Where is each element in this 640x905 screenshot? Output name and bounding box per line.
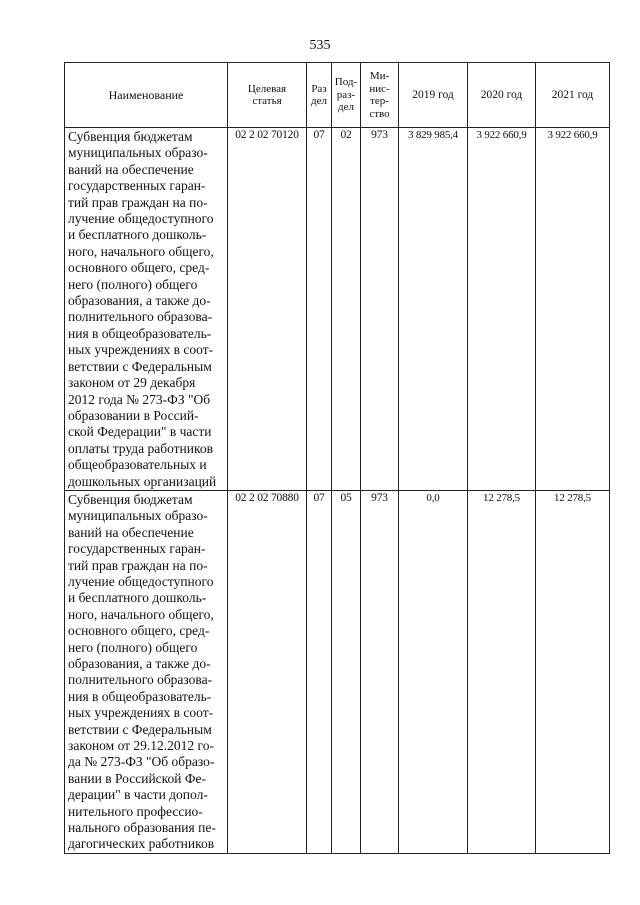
- header-ministry-line: ство: [369, 107, 390, 120]
- name-line: дерации" в части допол-: [68, 787, 208, 803]
- row-name-cell: [65, 128, 228, 491]
- name-line: образования, а также до-: [68, 293, 211, 309]
- name-line: образования, а также до-: [68, 656, 211, 671]
- header-year-2020: 2020 год: [468, 63, 536, 128]
- name-line: муниципальных образо-: [68, 508, 208, 524]
- header-year-2019: 2019 год: [399, 63, 468, 128]
- name-line: да № 273-ФЗ "Об образо-: [68, 754, 215, 770]
- table-row: [65, 128, 610, 491]
- name-line: основного общего, сред-: [68, 623, 210, 639]
- name-line: государственных гаран-: [68, 541, 206, 557]
- name-line: него (полного) общего: [68, 276, 198, 292]
- name-line: ных учреждениях в соот-: [68, 705, 214, 721]
- amount-2019-cell: 0,0: [399, 490, 468, 853]
- header-ministry: [361, 63, 399, 128]
- name-line: муниципальных образо-: [68, 145, 208, 161]
- section-cell: 07: [307, 128, 332, 491]
- header-section-line: Раз: [311, 82, 327, 95]
- name-line: нального образования пе-: [68, 820, 216, 836]
- header-target-article-line: Целевая: [247, 82, 287, 95]
- header-ministry-line: Ми-: [369, 70, 390, 82]
- name-line: ного, начального общего,: [68, 606, 214, 622]
- header-section: [307, 63, 332, 128]
- name-line: основного общего, сред-: [68, 260, 210, 276]
- header-ministry-line: тер-: [370, 95, 389, 107]
- amount-2021-cell: 3 922 660,9: [536, 128, 610, 491]
- name-line: ветствии с Федеральным: [68, 721, 212, 737]
- header-ministry-line: нис-: [369, 82, 390, 95]
- header-year-2021: 2021 год: [536, 63, 610, 128]
- ministry-cell: 973: [361, 128, 399, 491]
- name-line: вании в Российской Фе-: [68, 770, 207, 786]
- name-line: законом от 29 декабря: [68, 375, 196, 391]
- name-line: ваний на обеспечение: [68, 161, 194, 177]
- amount-2021-cell: 12 278,5: [536, 490, 610, 853]
- name-line: общеобразовательных и: [68, 457, 207, 473]
- name-line: и бесплатного дошколь-: [68, 590, 207, 606]
- section-cell: 07: [307, 490, 332, 853]
- name-line: ния в общеобразователь-: [68, 688, 212, 704]
- target-article-cell: 02 2 02 70120: [228, 128, 307, 491]
- header-section-line: дел: [311, 95, 327, 107]
- table-row: [65, 490, 610, 853]
- name-line: дагогических работников: [68, 836, 215, 852]
- name-line: тий прав граждан на по-: [68, 194, 208, 210]
- name-line: 2012 года № 273-ФЗ "Об: [68, 391, 211, 407]
- budget-table: [64, 62, 610, 854]
- subsection-cell: 05: [332, 490, 361, 853]
- name-line: полнительного образова-: [68, 672, 213, 688]
- name-line: законом от 29.12.2012 го-: [68, 738, 215, 754]
- header-subsection-line: раз-: [336, 88, 356, 101]
- page-number: 535: [309, 38, 331, 53]
- name-line: полнительного образова-: [68, 309, 213, 325]
- name-line: ного, начального общего,: [68, 243, 214, 259]
- name-line: него (полного) общего: [68, 639, 198, 655]
- name-line: государственных гаран-: [68, 178, 206, 194]
- name-line: лучение общедоступного: [68, 211, 214, 227]
- amount-2019-cell: 3 829 985,4: [399, 128, 468, 491]
- row-name-cell: [65, 490, 228, 853]
- ministry-cell: 973: [361, 490, 399, 853]
- name-line: ской Федерации" в части: [68, 424, 212, 440]
- amount-2020-cell: 3 922 660,9: [468, 128, 536, 491]
- header-row: [65, 63, 610, 128]
- name-line: образовании в Россий-: [68, 407, 199, 423]
- name-line: дошкольных организаций: [68, 473, 217, 489]
- header-subsection-line: дел: [338, 101, 354, 114]
- name-line: Субвенция бюджетам: [68, 491, 193, 507]
- subsection-cell: 02: [332, 128, 361, 491]
- name-line: оплаты труда работников: [68, 440, 213, 456]
- header-target-article-line: статья: [252, 95, 282, 107]
- target-article-cell: 02 2 02 70880: [228, 490, 307, 853]
- header-name: Наименование: [65, 63, 228, 128]
- name-line: лучение общедоступного: [68, 573, 214, 589]
- header-subsection: [332, 63, 361, 128]
- name-line: Субвенция бюджетам: [68, 129, 193, 144]
- name-line: и бесплатного дошколь-: [68, 227, 207, 243]
- name-line: ных учреждениях в соот-: [68, 342, 214, 358]
- name-line: ния в общеобразователь-: [68, 325, 212, 341]
- name-line: нительного профессио-: [68, 803, 203, 819]
- name-line: ваний на обеспечение: [68, 524, 194, 540]
- amount-2020-cell: 12 278,5: [468, 490, 536, 853]
- name-line: тий прав граждан на по-: [68, 557, 208, 573]
- name-line: ветствии с Федеральным: [68, 358, 212, 374]
- header-subsection-line: Под-: [334, 76, 358, 89]
- header-target-article: [228, 63, 307, 128]
